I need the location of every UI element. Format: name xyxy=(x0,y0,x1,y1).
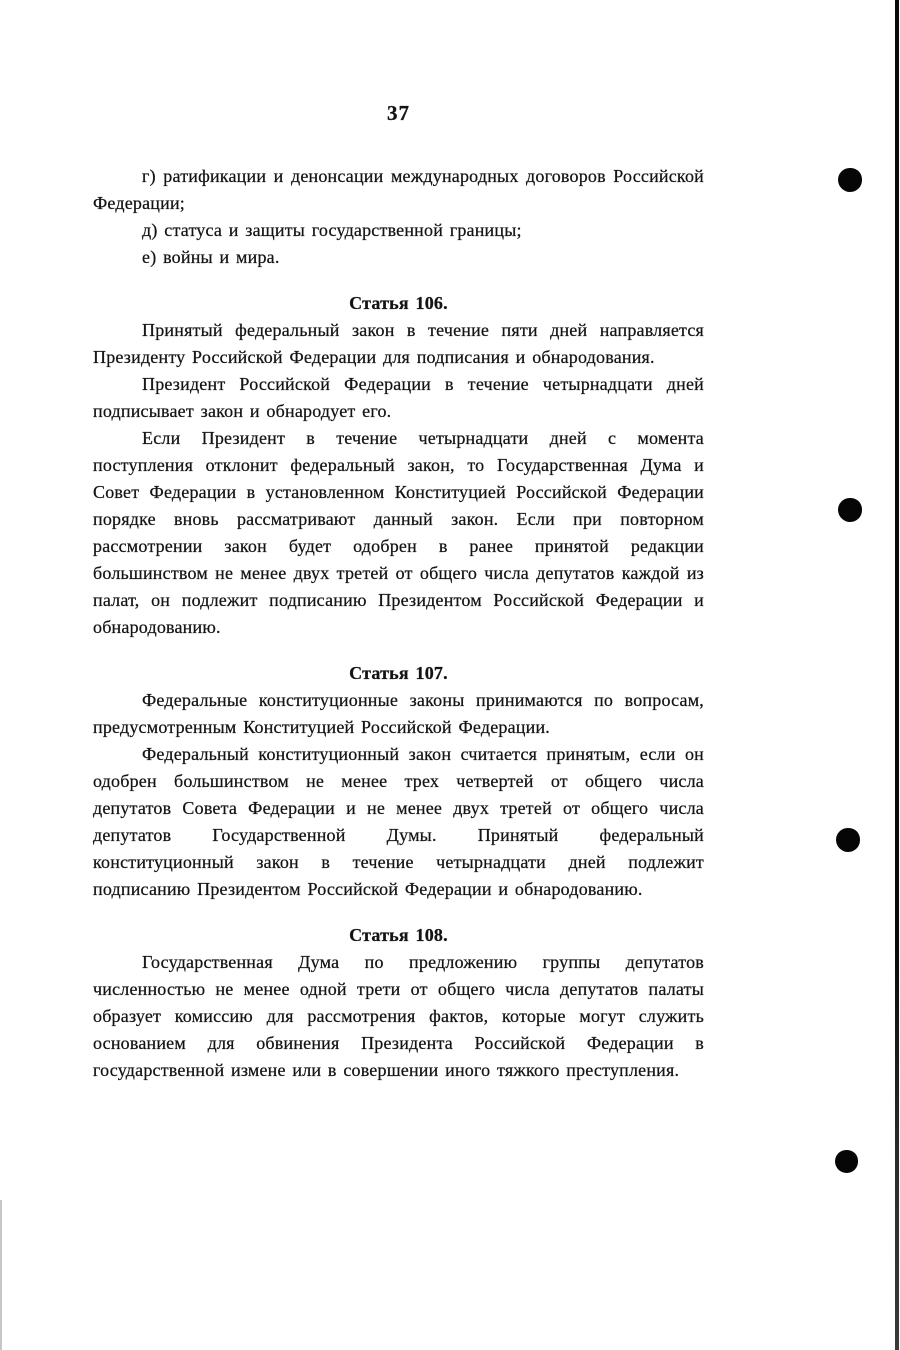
clause-item-d: д) статуса и защиты государственной границы; xyxy=(142,220,522,240)
binder-hole-dot-1 xyxy=(838,168,862,192)
article-106-paragraph-3: Если Президент в течение четырнадцати дней с момента поступления отклонит федеральный закон, то Государственная Дума и Совет Федерации в установленном Конституцией Российской Федерации порядке вновь рассматривают данный закон. Если при повторном рассмотрении закон будет одобрен в ранее принятой редакции большинством не менее двух третей от общего числа депутатов каждой из палат, он подлежит подписанию Президентом Российской Федерации и обнародованию. xyxy=(93,428,704,637)
scan-edge-line-right xyxy=(895,0,899,1350)
article-108-section xyxy=(93,922,704,1084)
article-106-section xyxy=(93,290,704,641)
clause-item-g: г) ратификации и денонсации международных договоров Российской Федерации; xyxy=(93,166,704,213)
article-106-paragraph-2: Президент Российской Федерации в течение четырнадцати дней подписывает закон и обнародует его. xyxy=(93,374,704,421)
binder-hole-dot-4 xyxy=(835,1150,858,1173)
clause-item-e: е) войны и мира. xyxy=(142,247,280,267)
article-108-paragraph-1: Государственная Дума по предложению группы депутатов численностью не менее одной трети от общего числа депутатов палаты образует комиссию для рассмотрения фактов, которые могут служить основанием для обвинения Президента Российской Федерации в государственной измене или в совершении иного тяжкого преступления. xyxy=(93,952,704,1080)
page-number: 37 xyxy=(387,101,410,125)
article-108-title: Статья 108. xyxy=(349,925,448,945)
article-106-title: Статья 106. xyxy=(349,293,448,313)
article-107-section xyxy=(93,660,704,903)
article-107-paragraph-2: Федеральный конституционный закон считается принятым, если он одобрен большинством не менее трех четвертей от общего числа депутатов Совета Федерации и не менее двух третей от общего числа депутатов Государственной Думы. Принятый федеральный конституционный закон в течение четырнадцати дней подлежит подписанию Президентом Российской Федерации и обнародованию. xyxy=(93,744,704,899)
binder-hole-dot-3 xyxy=(836,828,860,852)
binder-hole-dot-2 xyxy=(838,498,862,522)
text-column xyxy=(93,0,704,1084)
scan-edge-smudge-left xyxy=(0,1200,2,1350)
article-107-paragraph-1: Федеральные конституционные законы принимаются по вопросам, предусмотренным Конституцией Российской Федерации. xyxy=(93,690,704,737)
article-106-paragraph-1: Принятый федеральный закон в течение пяти дней направляется Президенту Российской Федерации для подписания и обнародования. xyxy=(93,320,704,367)
article-107-title: Статья 107. xyxy=(349,663,448,683)
